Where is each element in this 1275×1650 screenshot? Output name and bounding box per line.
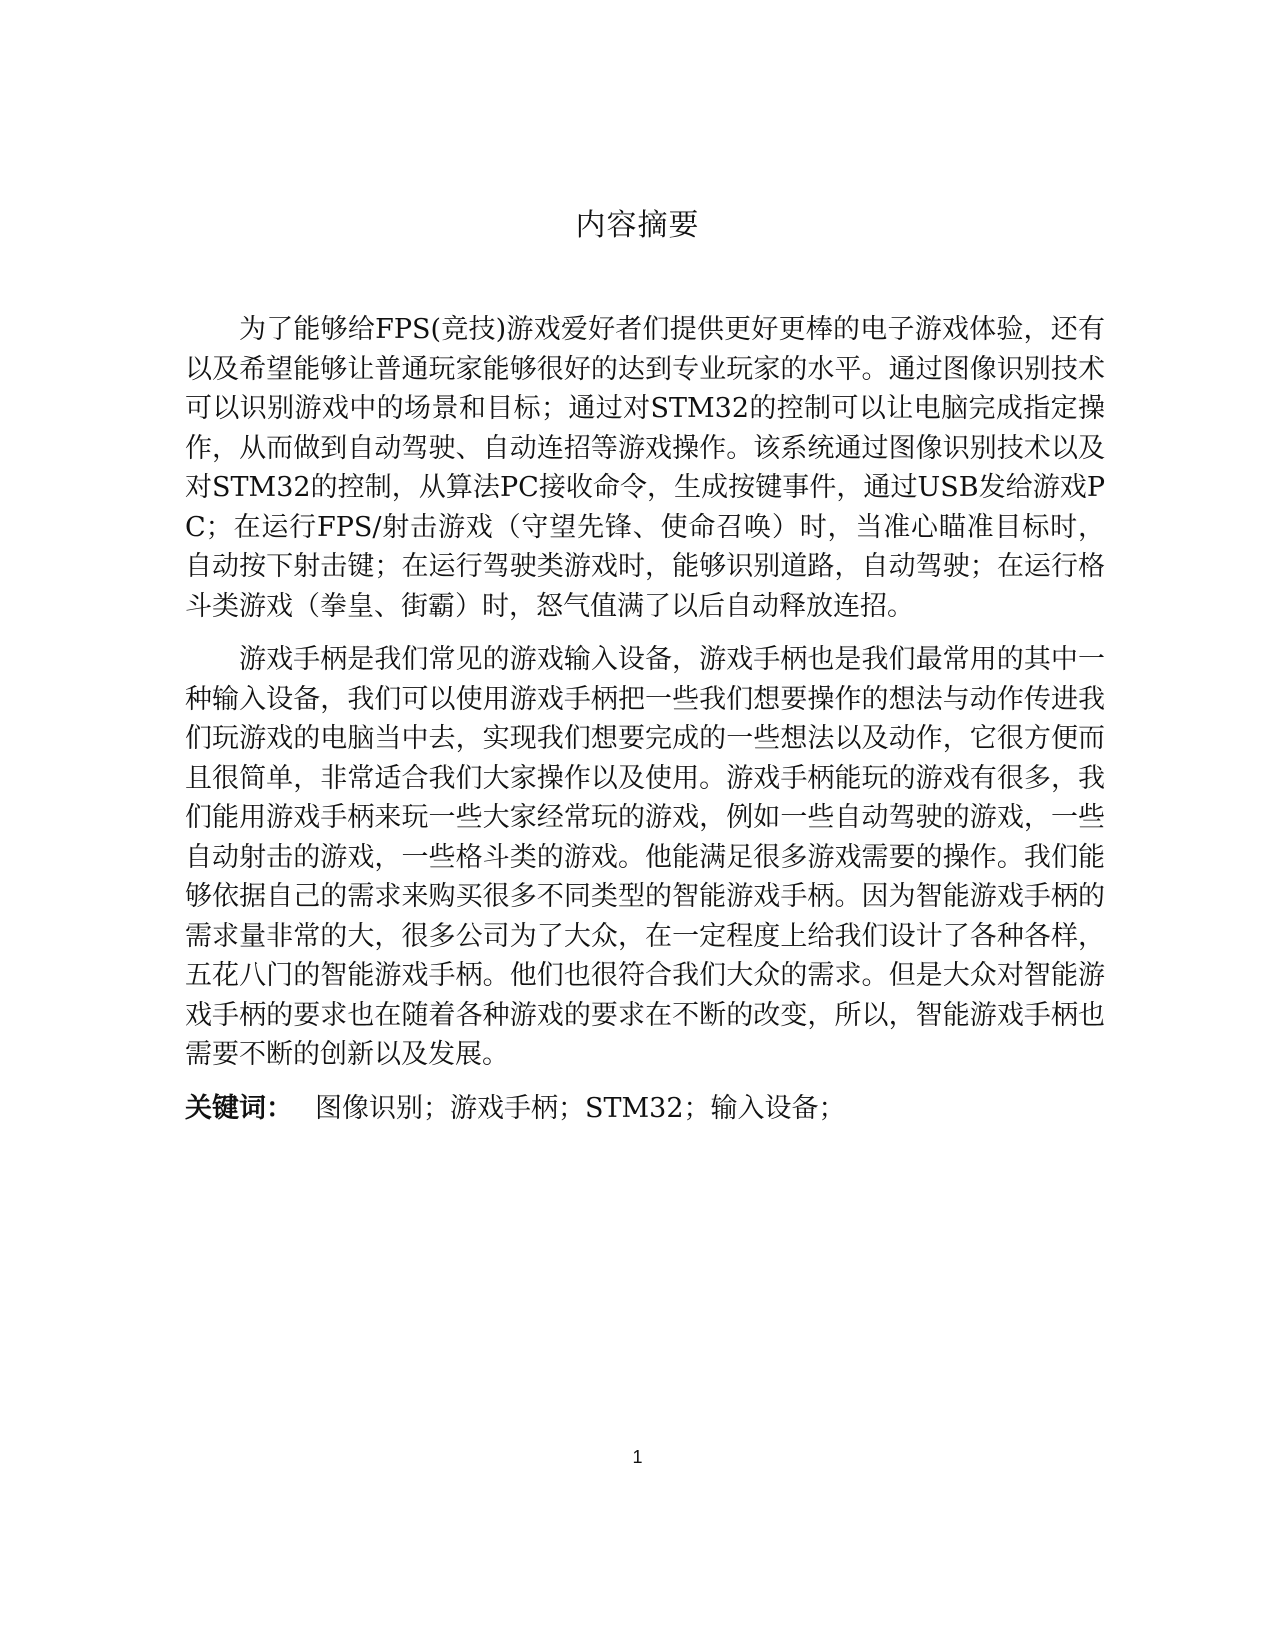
keywords-line [185, 1089, 1105, 1129]
abstract-paragraph-2: 游戏手柄是我们常见的游戏输入设备，游戏手柄也是我们最常用的其中一种输入设备，我们可以使用游戏手柄把一些我们想要操作的想法与动作传进我们玩游戏的电脑当中去，实现我们想要完成的一些想法以及动作，它很方便而且很简单，非常适合我们大家操作以及使用。游戏手柄能玩的游戏有很多，我们能用游戏手柄来玩一些大家经常玩的游戏，例如一些自动驾驶的游戏，一些自动射击的游戏，一些格斗类的游戏。他能满足很多游戏需要的操作。我们能够依据自己的需求来购买很多不同类型的智能游戏手柄。因为智能游戏手柄的需求量非常的大，很多公司为了大众，在一定程度上给我们设计了各种各样，五花八门的智能游戏手柄。他们也很符合我们大众的需求。但是大众对智能游戏手柄的要求也在随着各种游戏的要求在不断的改变，所以，智能游戏手柄也需要不断的创新以及发展。 [185, 644, 1105, 1070]
keywords-label: 关键词： [185, 1092, 293, 1124]
page-title: 内容摘要 [575, 208, 700, 243]
abstract-body [185, 310, 1105, 1128]
keywords-text: 图像识别；游戏手柄；STM32；输入设备； [315, 1092, 846, 1124]
abstract-paragraph-1: 为了能够给FPS(竞技)游戏爱好者们提供更好更棒的电子游戏体验，还有以及希望能够让普通玩家能够很好的达到专业玩家的水平。通过图像识别技术可以识别游戏中的场景和目标；通过对STM32的控制可以让电脑完成指定操作，从而做到自动驾驶、自动连招等游戏操作。该系统通过图像识别技术以及对STM32的控制，从算法PC接收命令，生成按键事件，通过USB发给游戏PC；在运行FPS/射击游戏（守望先锋、使命召唤）时，当准心瞄准目标时，自动按下射击键；在运行驾驶类游戏时，能够识别道路，自动驾驶；在运行格斗类游戏（拳皇、街霸）时，怒气值满了以后自动释放连招。 [185, 314, 1105, 622]
page-number: 1 [632, 1447, 643, 1467]
